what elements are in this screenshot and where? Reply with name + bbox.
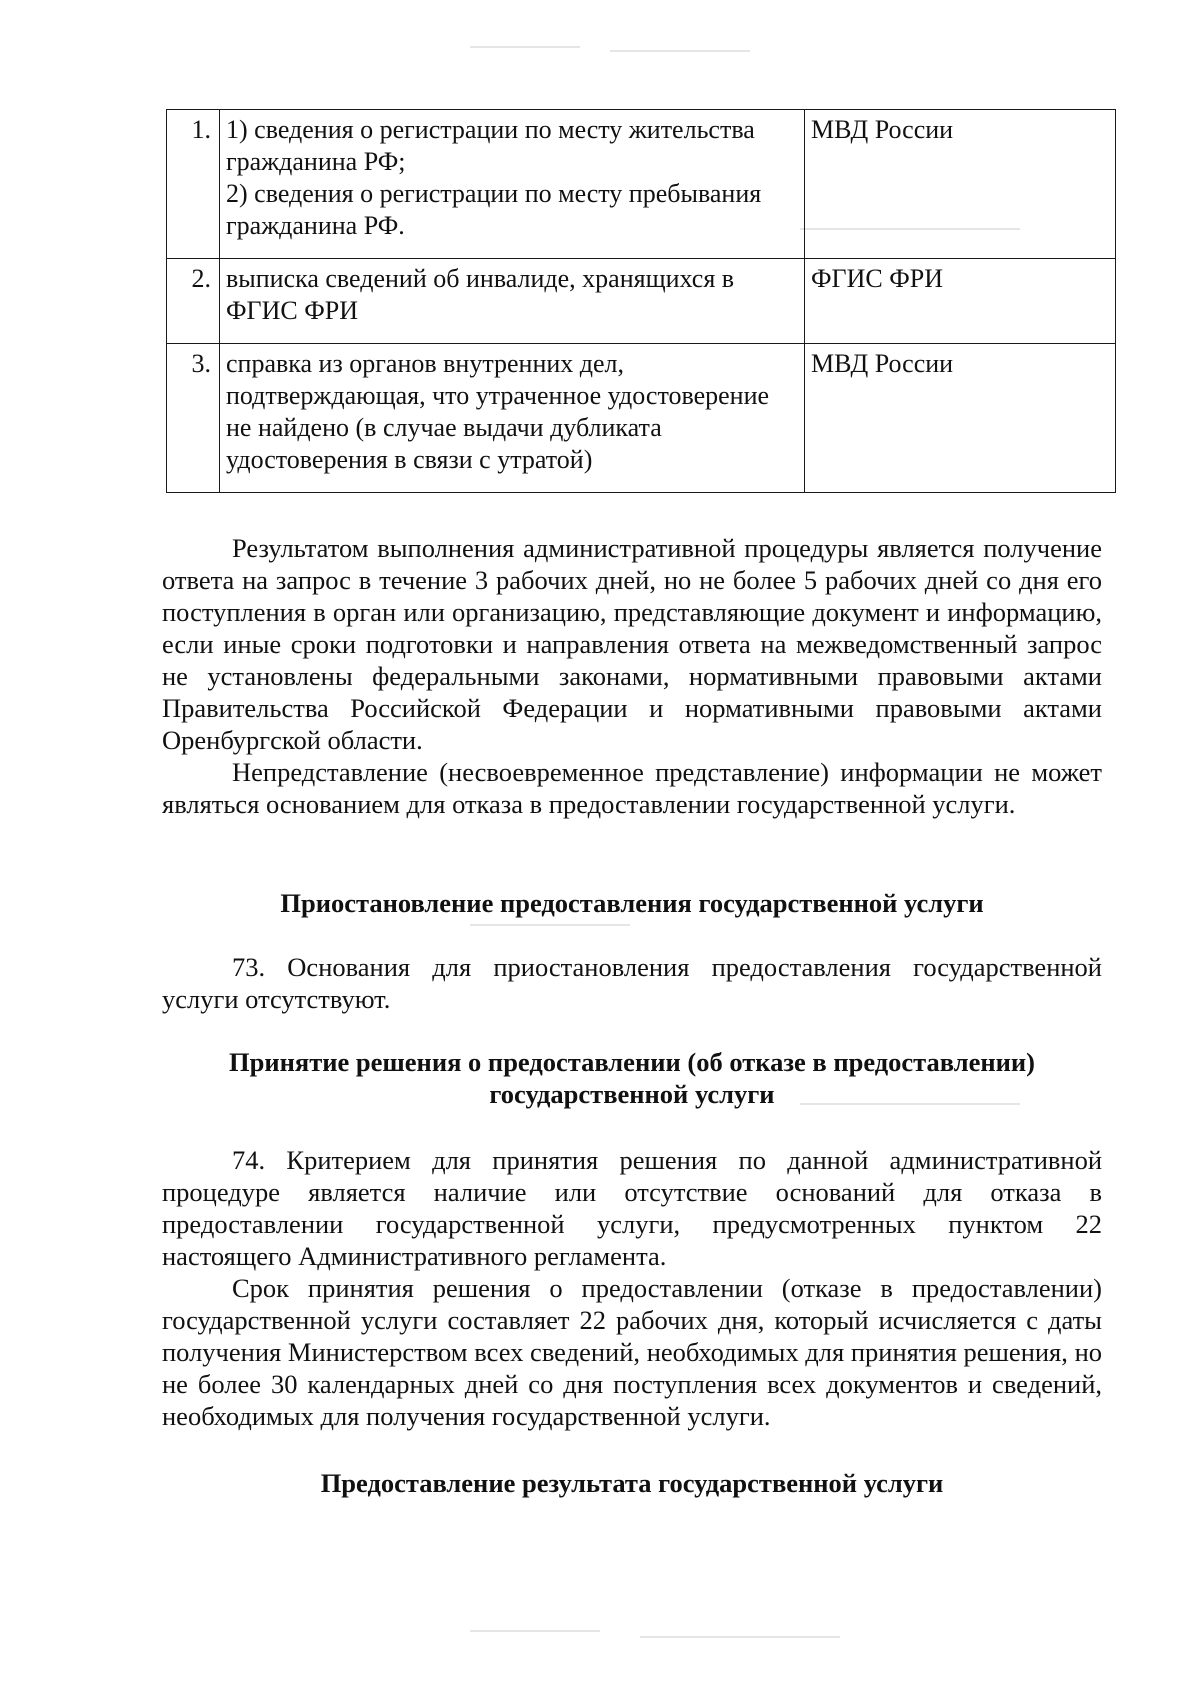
scan-artifact <box>470 46 580 48</box>
heading-decision-line-1: Принятие решения о предоставлении (об отказе в предоставлении) <box>229 1047 1035 1077</box>
documents-table <box>166 109 1116 493</box>
scan-artifact <box>470 1630 600 1632</box>
document-cell <box>220 344 805 493</box>
heading-decision-line-2: государственной услуги <box>489 1079 775 1109</box>
document-item: справка из органов внутренних дел, подтверждающая, что утраченное удостоверение не найдено (в случае выдачи дубликата удостоверения в связи с утратой) <box>226 349 770 474</box>
scan-artifact <box>470 924 630 926</box>
paragraph-result: Результатом выполнения административной процедуры является получение ответа на запрос в течение 3 рабочих дней, но не более 5 рабочих дней со дня его поступления в орган или организацию, представляющие документ и информацию, если иные сроки подготовки и направления ответа на межведомственный запрос не установлены федеральными законами, нормативными правовыми актами Правительства Российской Федерации и нормативными правовыми актами Оренбургской области. <box>162 533 1102 755</box>
table-row <box>167 259 1116 344</box>
section-74 <box>162 1144 1102 1432</box>
organization-cell: МВД России <box>805 344 1116 493</box>
organization-cell: МВД России <box>805 110 1116 259</box>
document-cell <box>220 110 805 259</box>
document-cell <box>220 259 805 344</box>
paragraph-deadline: Срок принятия решения о предоставлении (отказе в предоставлении) государственной услуги составляет 22 рабочих дня, который исчисляется с даты получения Министерством всех сведений, необходимых для принятия решения, но не более 30 календарных дней со дня поступления всех документов и сведений, необходимых для получения государственной услуги. <box>162 1273 1102 1431</box>
paragraph-nonsubmission: Непредставление (несвоевременное представление) информации не может являться основанием для отказа в предоставлении государственной услуги. <box>162 757 1102 819</box>
section-73 <box>162 951 1102 1015</box>
paragraph-74: 74. Критерием для принятия решения по данной административной процедуре является наличие или отсутствие оснований для отказа в предоставлении государственной услуги, предусмотренных пунктом 22 настоящего Административного регламента. <box>162 1145 1102 1271</box>
document-item: выписка сведений об инвалиде, хранящихся в ФГИС ФРИ <box>226 264 735 325</box>
heading-result: Предоставление результата государственной услуги <box>320 1468 944 1498</box>
document-item: 1) сведения о регистрации по месту жительства гражданина РФ; <box>226 115 755 176</box>
result-section <box>162 532 1102 820</box>
table-row <box>167 344 1116 493</box>
row-number: 1. <box>167 110 220 259</box>
row-number: 2. <box>167 259 220 344</box>
table-row <box>167 110 1116 259</box>
scan-artifact <box>610 50 750 52</box>
organization-cell: ФГИС ФРИ <box>805 259 1116 344</box>
paragraph-73: 73. Основания для приостановления предоставления государственной услуги отсутствуют. <box>162 952 1102 1014</box>
row-number: 3. <box>167 344 220 493</box>
heading-decision <box>162 1046 1102 1110</box>
scan-artifact <box>640 1636 840 1638</box>
heading-suspension: Приостановление предоставления государственной услуги <box>280 888 984 918</box>
document-item: 2) сведения о регистрации по месту пребывания гражданина РФ. <box>226 179 762 240</box>
